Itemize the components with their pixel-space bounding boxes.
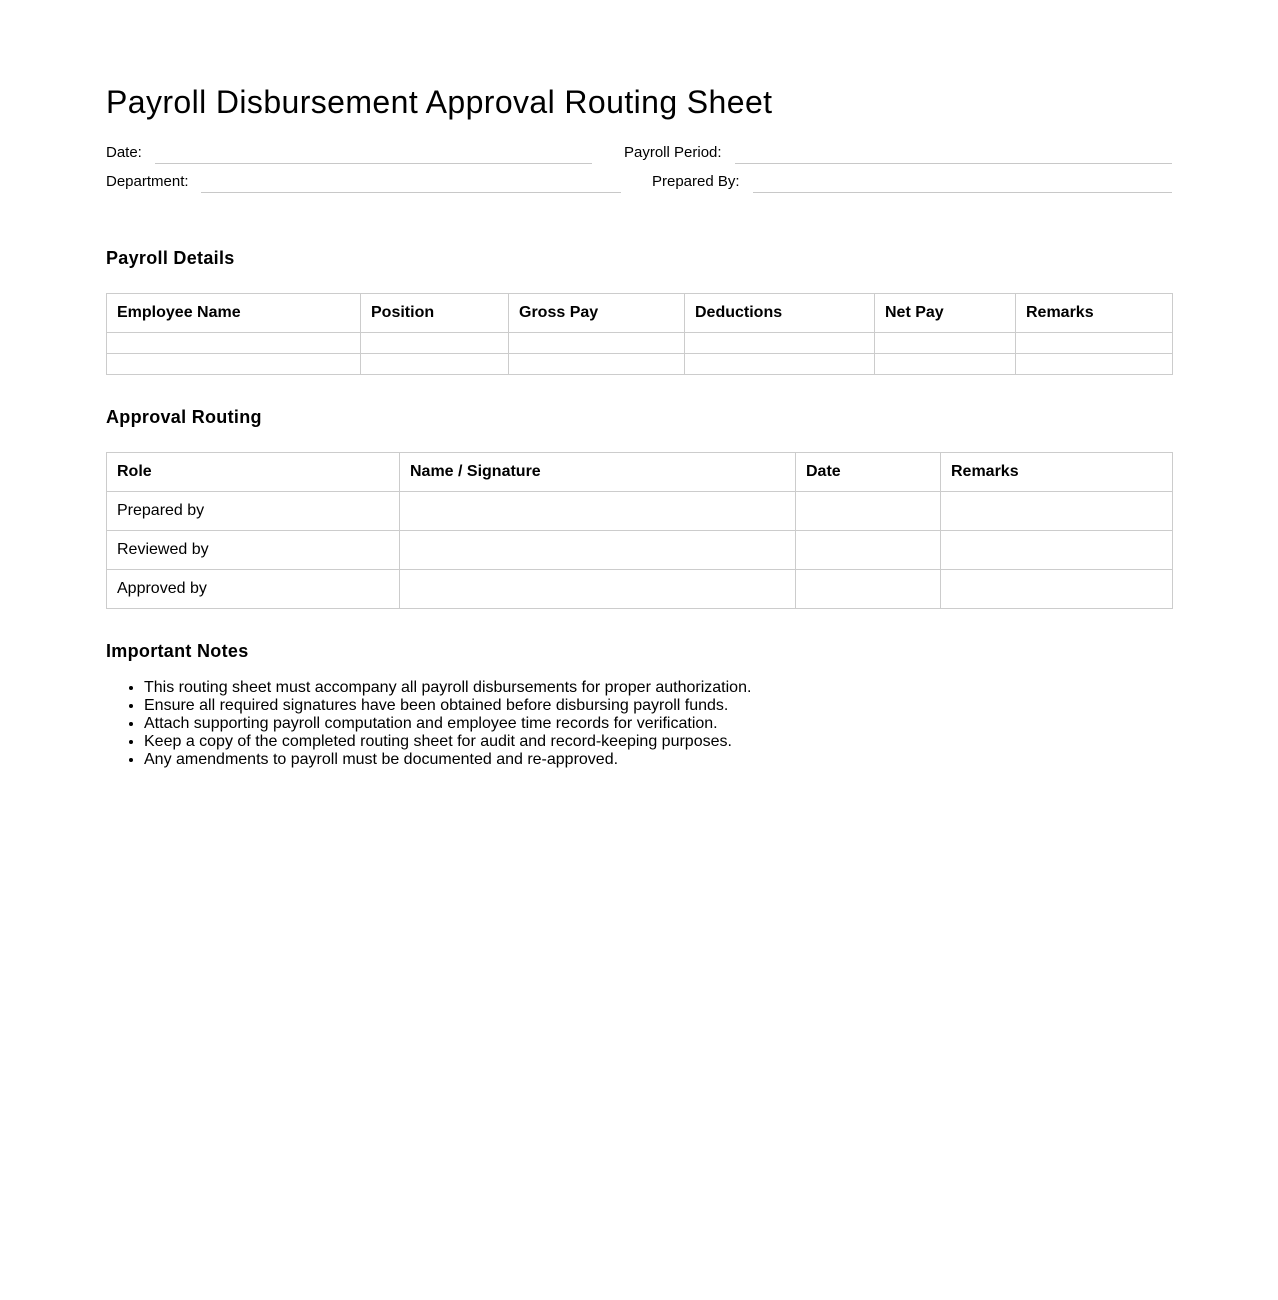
department-label: Department: [106, 173, 189, 190]
remarks-cell[interactable] [941, 570, 1173, 609]
gross-pay-cell[interactable] [509, 333, 685, 354]
remarks-cell[interactable] [1016, 354, 1173, 375]
net-pay-cell[interactable] [875, 333, 1016, 354]
column-header-position: Position [361, 294, 509, 333]
column-header-gross-pay: Gross Pay [509, 294, 685, 333]
signature-cell[interactable] [400, 570, 796, 609]
table-row [107, 333, 1173, 354]
role-cell: Prepared by [107, 492, 400, 531]
date-label: Date: [106, 144, 142, 161]
position-cell[interactable] [361, 354, 509, 375]
table-row [107, 354, 1173, 375]
net-pay-cell[interactable] [875, 354, 1016, 375]
department-input-line[interactable] [201, 192, 621, 193]
table-row-prepared-by [107, 492, 1173, 531]
remarks-cell[interactable] [1016, 333, 1173, 354]
approval-routing-table [106, 452, 1173, 609]
payroll-period-input-line[interactable] [735, 163, 1172, 164]
date-input-line[interactable] [155, 163, 592, 164]
column-header-deductions: Deductions [685, 294, 875, 333]
date-field [106, 142, 592, 166]
payroll-period-field [624, 142, 1172, 166]
column-header-role: Role [107, 453, 400, 492]
page-title: Payroll Disbursement Approval Routing Sheet [106, 84, 773, 120]
prepared-by-field [652, 171, 1172, 195]
date-cell[interactable] [796, 570, 941, 609]
table-row-approved-by [107, 570, 1173, 609]
table-row-reviewed-by [107, 531, 1173, 570]
signature-cell[interactable] [400, 531, 796, 570]
department-field [106, 171, 621, 195]
column-header-remarks: Remarks [941, 453, 1173, 492]
list-item: • Attach supporting payroll computation and employee time records for verification. [144, 715, 751, 733]
payroll-details-table [106, 293, 1173, 375]
approval-routing-heading: Approval Routing [106, 407, 262, 427]
column-header-date: Date [796, 453, 941, 492]
column-header-employee-name: Employee Name [107, 294, 361, 333]
deductions-cell[interactable] [685, 354, 875, 375]
important-notes-heading: Important Notes [106, 641, 249, 661]
employee-name-cell[interactable] [107, 333, 361, 354]
column-header-name-signature: Name / Signature [400, 453, 796, 492]
gross-pay-cell[interactable] [509, 354, 685, 375]
header-fields-row-2 [106, 171, 1172, 195]
payroll-details-heading: Payroll Details [106, 248, 235, 268]
column-header-remarks: Remarks [1016, 294, 1173, 333]
payroll-period-label: Payroll Period: [624, 144, 722, 161]
list-item: • This routing sheet must accompany all payroll disbursements for proper authorization. [144, 679, 751, 697]
remarks-cell[interactable] [941, 492, 1173, 531]
list-item: • Keep a copy of the completed routing sheet for audit and record-keeping purposes. [144, 733, 751, 751]
header-fields-row-1 [106, 142, 1172, 166]
table-header-row [107, 294, 1173, 333]
role-cell: Reviewed by [107, 531, 400, 570]
table-header-row [107, 453, 1173, 492]
remarks-cell[interactable] [941, 531, 1173, 570]
position-cell[interactable] [361, 333, 509, 354]
date-cell[interactable] [796, 531, 941, 570]
list-item: • Any amendments to payroll must be documented and re-approved. [144, 751, 751, 769]
signature-cell[interactable] [400, 492, 796, 531]
deductions-cell[interactable] [685, 333, 875, 354]
date-cell[interactable] [796, 492, 941, 531]
column-header-net-pay: Net Pay [875, 294, 1016, 333]
important-notes-list [106, 679, 751, 769]
list-item: • Ensure all required signatures have been obtained before disbursing payroll funds. [144, 697, 751, 715]
employee-name-cell[interactable] [107, 354, 361, 375]
role-cell: Approved by [107, 570, 400, 609]
prepared-by-label: Prepared By: [652, 173, 740, 190]
prepared-by-input-line[interactable] [753, 192, 1172, 193]
